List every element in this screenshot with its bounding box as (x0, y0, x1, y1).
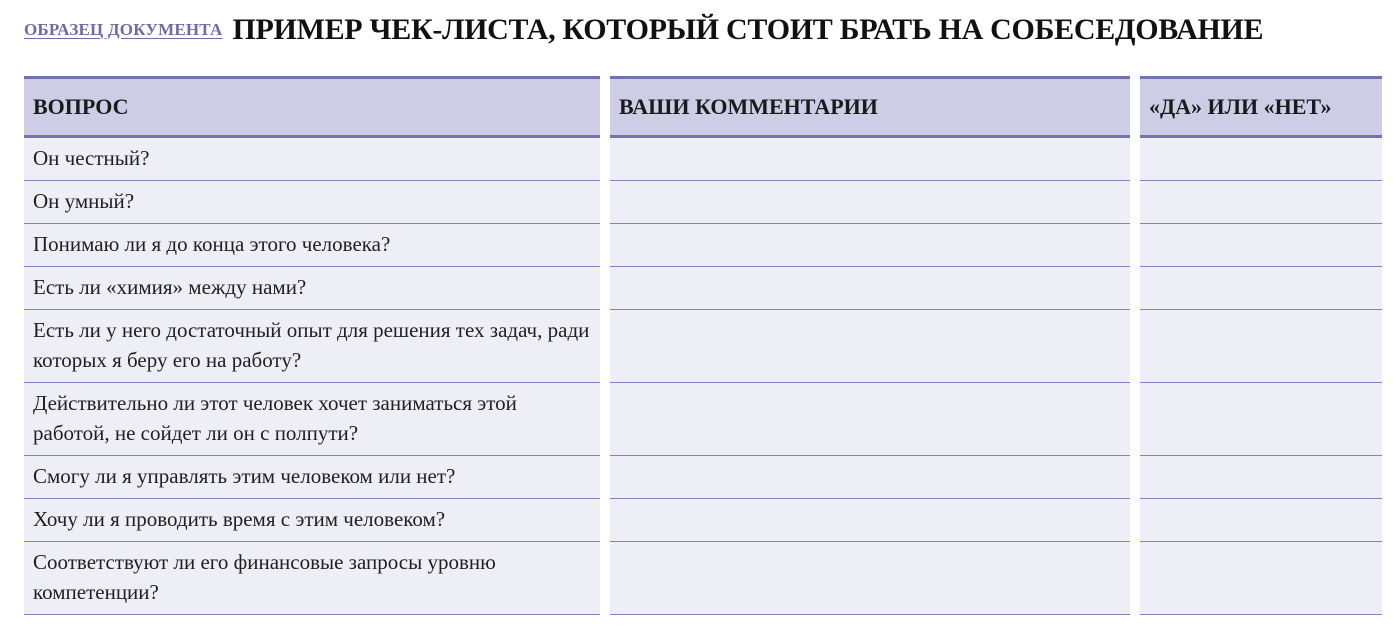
comment-cell[interactable] (610, 542, 1130, 615)
comment-cell[interactable] (610, 499, 1130, 542)
yes-no-cell[interactable] (1140, 542, 1382, 615)
column-header-comments: ВАШИ КОММЕНТАРИИ (610, 76, 1130, 138)
question-cell: Он честный? (24, 138, 600, 181)
question-cell: Понимаю ли я до конца этого человека? (24, 224, 600, 267)
comment-cell[interactable] (610, 310, 1130, 383)
yes-no-cell[interactable] (1140, 310, 1382, 383)
question-cell: Соответствуют ли его финансовые запросы уровню компетенции? (24, 542, 600, 615)
question-cell: Есть ли «химия» между нами? (24, 267, 600, 310)
comment-cell[interactable] (610, 138, 1130, 181)
comment-cell[interactable] (610, 181, 1130, 224)
sample-document-label: ОБРАЗЕЦ ДОКУМЕНТА (24, 20, 223, 39)
column-header-question: ВОПРОС (24, 76, 600, 138)
checklist-table (24, 76, 1382, 615)
question-cell: Есть ли у него достаточный опыт для решения тех задач, ради которых я беру его на работу? (24, 310, 600, 383)
question-cell: Хочу ли я проводить время с этим человеком? (24, 499, 600, 542)
column-header-yes-no: «ДА» ИЛИ «НЕТ» (1140, 76, 1382, 138)
document-header (24, 10, 1380, 50)
yes-no-cell[interactable] (1140, 267, 1382, 310)
yes-no-column (1140, 76, 1382, 615)
comment-cell[interactable] (610, 267, 1130, 310)
yes-no-cell[interactable] (1140, 383, 1382, 456)
document-title: ПРИМЕР ЧЕК-ЛИСТА, КОТОРЫЙ СТОИТ БРАТЬ НА СОБЕСЕДОВАНИЕ (232, 13, 1264, 46)
comments-column (610, 76, 1130, 615)
yes-no-cell[interactable] (1140, 499, 1382, 542)
comment-cell[interactable] (610, 383, 1130, 456)
question-cell: Действительно ли этот человек хочет заниматься этой работой, не сойдет ли он с полпути? (24, 383, 600, 456)
question-cell: Смогу ли я управлять этим человеком или нет? (24, 456, 600, 499)
comment-cell[interactable] (610, 456, 1130, 499)
comment-cell[interactable] (610, 224, 1130, 267)
yes-no-cell[interactable] (1140, 138, 1382, 181)
yes-no-cell[interactable] (1140, 181, 1382, 224)
yes-no-cell[interactable] (1140, 456, 1382, 499)
question-cell: Он умный? (24, 181, 600, 224)
question-column (24, 76, 600, 615)
yes-no-cell[interactable] (1140, 224, 1382, 267)
